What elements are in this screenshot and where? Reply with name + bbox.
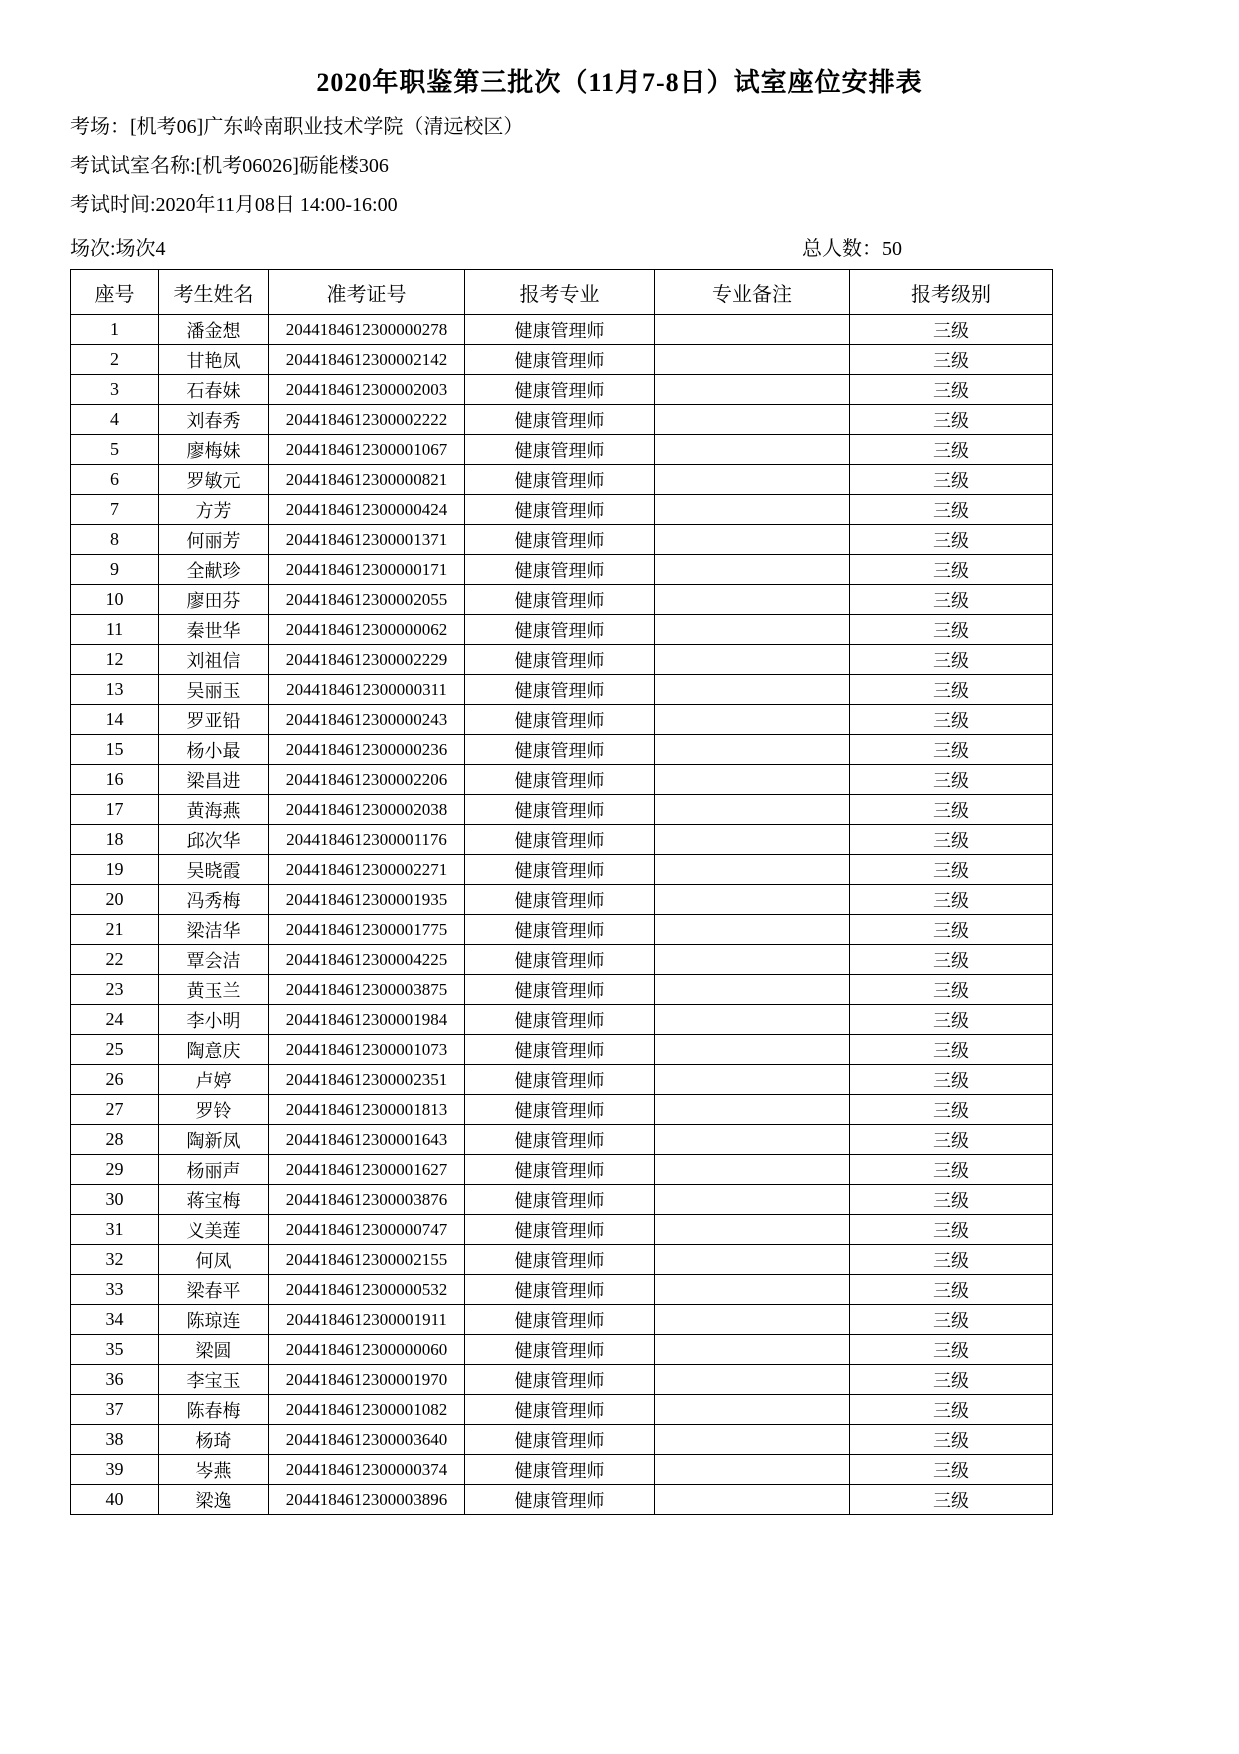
major-note-cell <box>655 525 850 555</box>
seat-number-cell: 34 <box>71 1305 159 1335</box>
applied-major-cell: 健康管理师 <box>465 855 655 885</box>
seat-number-cell: 13 <box>71 675 159 705</box>
applied-major-cell: 健康管理师 <box>465 1455 655 1485</box>
applied-level-cell: 三级 <box>850 1005 1053 1035</box>
candidate-name-cell: 方芳 <box>159 495 269 525</box>
candidate-name-cell: 杨丽声 <box>159 1155 269 1185</box>
admission-ticket-number-cell: 2044184612300001984 <box>269 1005 465 1035</box>
seat-number-cell: 32 <box>71 1245 159 1275</box>
table-row <box>71 375 1053 405</box>
major-note-cell <box>655 1185 850 1215</box>
admission-ticket-number-cell: 2044184612300000060 <box>269 1335 465 1365</box>
admission-ticket-number-cell: 2044184612300002003 <box>269 375 465 405</box>
admission-ticket-number-cell: 2044184612300001935 <box>269 885 465 915</box>
candidate-name-cell: 全献珍 <box>159 555 269 585</box>
table-row <box>71 435 1053 465</box>
applied-major-cell: 健康管理师 <box>465 795 655 825</box>
admission-ticket-number-cell: 2044184612300000747 <box>269 1215 465 1245</box>
admission-ticket-number-cell: 2044184612300003896 <box>269 1485 465 1515</box>
major-note-cell <box>655 435 850 465</box>
col-header-applied-level: 报考级别 <box>850 270 1053 315</box>
candidate-name-cell: 陶意庆 <box>159 1035 269 1065</box>
applied-level-cell: 三级 <box>850 915 1053 945</box>
seat-number-cell: 40 <box>71 1485 159 1515</box>
candidate-name-cell: 义美莲 <box>159 1215 269 1245</box>
admission-ticket-number-cell: 2044184612300003875 <box>269 975 465 1005</box>
applied-level-cell: 三级 <box>850 825 1053 855</box>
seat-number-cell: 27 <box>71 1095 159 1125</box>
major-note-cell <box>655 885 850 915</box>
admission-ticket-number-cell: 2044184612300000171 <box>269 555 465 585</box>
admission-ticket-number-cell: 2044184612300002038 <box>269 795 465 825</box>
table-row <box>71 975 1053 1005</box>
applied-level-cell: 三级 <box>850 1035 1053 1065</box>
major-note-cell <box>655 705 850 735</box>
admission-ticket-number-cell: 2044184612300001371 <box>269 525 465 555</box>
seat-number-cell: 38 <box>71 1425 159 1455</box>
total-count-label: 总人数：50 <box>802 238 902 260</box>
col-header-applied-major: 报考专业 <box>465 270 655 315</box>
session-label: 场次:场次4 <box>70 238 166 260</box>
applied-level-cell: 三级 <box>850 1215 1053 1245</box>
table-row <box>71 495 1053 525</box>
candidate-name-cell: 陈琼连 <box>159 1305 269 1335</box>
major-note-cell <box>655 375 850 405</box>
seat-number-cell: 22 <box>71 945 159 975</box>
major-note-cell <box>655 555 850 585</box>
table-row <box>71 915 1053 945</box>
candidate-name-cell: 吴晓霞 <box>159 855 269 885</box>
admission-ticket-number-cell: 2044184612300001775 <box>269 915 465 945</box>
admission-ticket-number-cell: 2044184612300002229 <box>269 645 465 675</box>
candidate-name-cell: 罗铃 <box>159 1095 269 1125</box>
applied-major-cell: 健康管理师 <box>465 1485 655 1515</box>
table-row <box>71 1125 1053 1155</box>
admission-ticket-number-cell: 2044184612300001813 <box>269 1095 465 1125</box>
col-header-seat-number: 座号 <box>71 270 159 315</box>
major-note-cell <box>655 1275 850 1305</box>
applied-major-cell: 健康管理师 <box>465 1035 655 1065</box>
admission-ticket-number-cell: 2044184612300001911 <box>269 1305 465 1335</box>
seat-number-cell: 26 <box>71 1065 159 1095</box>
applied-major-cell: 健康管理师 <box>465 1185 655 1215</box>
applied-level-cell: 三级 <box>850 765 1053 795</box>
major-note-cell <box>655 1485 850 1515</box>
table-row <box>71 645 1053 675</box>
seat-number-cell: 15 <box>71 735 159 765</box>
seat-number-cell: 17 <box>71 795 159 825</box>
applied-major-cell: 健康管理师 <box>465 315 655 345</box>
candidate-name-cell: 岑燕 <box>159 1455 269 1485</box>
major-note-cell <box>655 465 850 495</box>
seat-number-cell: 16 <box>71 765 159 795</box>
col-header-admission-ticket-number: 准考证号 <box>269 270 465 315</box>
candidate-name-cell: 何丽芳 <box>159 525 269 555</box>
applied-level-cell: 三级 <box>850 795 1053 825</box>
applied-major-cell: 健康管理师 <box>465 345 655 375</box>
admission-ticket-number-cell: 2044184612300002271 <box>269 855 465 885</box>
table-row <box>71 345 1053 375</box>
applied-level-cell: 三级 <box>850 375 1053 405</box>
seat-number-cell: 3 <box>71 375 159 405</box>
applied-major-cell: 健康管理师 <box>465 1245 655 1275</box>
candidate-name-cell: 李小明 <box>159 1005 269 1035</box>
applied-major-cell: 健康管理师 <box>465 1215 655 1245</box>
admission-ticket-number-cell: 2044184612300002142 <box>269 345 465 375</box>
candidate-name-cell: 梁昌进 <box>159 765 269 795</box>
seat-number-cell: 12 <box>71 645 159 675</box>
candidate-name-cell: 黄玉兰 <box>159 975 269 1005</box>
table-row <box>71 615 1053 645</box>
applied-level-cell: 三级 <box>850 345 1053 375</box>
applied-major-cell: 健康管理师 <box>465 735 655 765</box>
applied-level-cell: 三级 <box>850 435 1053 465</box>
table-row <box>71 1365 1053 1395</box>
table-row <box>71 585 1053 615</box>
candidate-name-cell: 陶新凤 <box>159 1125 269 1155</box>
major-note-cell <box>655 1395 850 1425</box>
major-note-cell <box>655 795 850 825</box>
major-note-cell <box>655 1305 850 1335</box>
applied-major-cell: 健康管理师 <box>465 465 655 495</box>
table-body <box>71 315 1053 1515</box>
applied-major-cell: 健康管理师 <box>465 765 655 795</box>
admission-ticket-number-cell: 2044184612300002351 <box>269 1065 465 1095</box>
applied-level-cell: 三级 <box>850 1425 1053 1455</box>
table-row <box>71 1245 1053 1275</box>
seat-number-cell: 36 <box>71 1365 159 1395</box>
seat-number-cell: 11 <box>71 615 159 645</box>
seat-number-cell: 7 <box>71 495 159 525</box>
applied-level-cell: 三级 <box>850 1365 1053 1395</box>
applied-major-cell: 健康管理师 <box>465 1365 655 1395</box>
table-row <box>71 1095 1053 1125</box>
major-note-cell <box>655 855 850 885</box>
major-note-cell <box>655 1155 850 1185</box>
candidate-name-cell: 李宝玉 <box>159 1365 269 1395</box>
seat-number-cell: 4 <box>71 405 159 435</box>
major-note-cell <box>655 1215 850 1245</box>
applied-major-cell: 健康管理师 <box>465 1155 655 1185</box>
table-row <box>71 735 1053 765</box>
applied-major-cell: 健康管理师 <box>465 975 655 1005</box>
applied-major-cell: 健康管理师 <box>465 1425 655 1455</box>
applied-major-cell: 健康管理师 <box>465 1395 655 1425</box>
admission-ticket-number-cell: 2044184612300000243 <box>269 705 465 735</box>
table-row <box>71 885 1053 915</box>
admission-ticket-number-cell: 2044184612300000062 <box>269 615 465 645</box>
applied-level-cell: 三级 <box>850 735 1053 765</box>
candidate-name-cell: 秦世华 <box>159 615 269 645</box>
major-note-cell <box>655 1335 850 1365</box>
candidate-name-cell: 陈春梅 <box>159 1395 269 1425</box>
table-row <box>71 1305 1053 1335</box>
table-row <box>71 315 1053 345</box>
table-row <box>71 465 1053 495</box>
col-header-candidate-name: 考生姓名 <box>159 270 269 315</box>
candidate-name-cell: 廖田芬 <box>159 585 269 615</box>
candidate-name-cell: 廖梅妹 <box>159 435 269 465</box>
applied-major-cell: 健康管理师 <box>465 1065 655 1095</box>
seat-number-cell: 10 <box>71 585 159 615</box>
table-row <box>71 1275 1053 1305</box>
candidate-name-cell: 邱次华 <box>159 825 269 855</box>
seat-number-cell: 14 <box>71 705 159 735</box>
candidate-name-cell: 冯秀梅 <box>159 885 269 915</box>
admission-ticket-number-cell: 2044184612300003640 <box>269 1425 465 1455</box>
candidate-name-cell: 罗敏元 <box>159 465 269 495</box>
applied-level-cell: 三级 <box>850 855 1053 885</box>
candidate-name-cell: 何凤 <box>159 1245 269 1275</box>
major-note-cell <box>655 825 850 855</box>
admission-ticket-number-cell: 2044184612300002222 <box>269 405 465 435</box>
admission-ticket-number-cell: 2044184612300001176 <box>269 825 465 855</box>
seat-number-cell: 6 <box>71 465 159 495</box>
applied-level-cell: 三级 <box>850 1065 1053 1095</box>
applied-level-cell: 三级 <box>850 975 1053 1005</box>
admission-ticket-number-cell: 2044184612300000424 <box>269 495 465 525</box>
table-row <box>71 1185 1053 1215</box>
major-note-cell <box>655 1425 850 1455</box>
seat-number-cell: 33 <box>71 1275 159 1305</box>
admission-ticket-number-cell: 2044184612300002206 <box>269 765 465 795</box>
admission-ticket-number-cell: 2044184612300000532 <box>269 1275 465 1305</box>
applied-major-cell: 健康管理师 <box>465 1305 655 1335</box>
page-title: 2020年职鉴第三批次（11月7-8日）试室座位安排表 <box>316 68 923 97</box>
seat-number-cell: 29 <box>71 1155 159 1185</box>
candidate-name-cell: 覃会洁 <box>159 945 269 975</box>
candidate-name-cell: 吴丽玉 <box>159 675 269 705</box>
seat-number-cell: 28 <box>71 1125 159 1155</box>
candidate-name-cell: 梁春平 <box>159 1275 269 1305</box>
major-note-cell <box>655 765 850 795</box>
admission-ticket-number-cell: 2044184612300001643 <box>269 1125 465 1155</box>
exam-venue-line: 考场：[机考06]广东岭南职业技术学院（清远校区） <box>70 116 524 138</box>
applied-major-cell: 健康管理师 <box>465 945 655 975</box>
major-note-cell <box>655 585 850 615</box>
applied-major-cell: 健康管理师 <box>465 1005 655 1035</box>
applied-major-cell: 健康管理师 <box>465 1125 655 1155</box>
seat-number-cell: 31 <box>71 1215 159 1245</box>
applied-level-cell: 三级 <box>850 1245 1053 1275</box>
candidate-name-cell: 甘艳凤 <box>159 345 269 375</box>
major-note-cell <box>655 1005 850 1035</box>
admission-ticket-number-cell: 2044184612300001067 <box>269 435 465 465</box>
seat-number-cell: 24 <box>71 1005 159 1035</box>
candidate-name-cell: 梁逸 <box>159 1485 269 1515</box>
table-row <box>71 705 1053 735</box>
table-row <box>71 795 1053 825</box>
applied-major-cell: 健康管理师 <box>465 435 655 465</box>
seat-number-cell: 25 <box>71 1035 159 1065</box>
admission-ticket-number-cell: 2044184612300000311 <box>269 675 465 705</box>
admission-ticket-number-cell: 2044184612300001627 <box>269 1155 465 1185</box>
applied-level-cell: 三级 <box>850 315 1053 345</box>
applied-level-cell: 三级 <box>850 1395 1053 1425</box>
table-row <box>71 525 1053 555</box>
table-row <box>71 1035 1053 1065</box>
admission-ticket-number-cell: 2044184612300003876 <box>269 1185 465 1215</box>
admission-ticket-number-cell: 2044184612300001970 <box>269 1365 465 1395</box>
seat-number-cell: 5 <box>71 435 159 465</box>
seat-number-cell: 35 <box>71 1335 159 1365</box>
seat-number-cell: 8 <box>71 525 159 555</box>
admission-ticket-number-cell: 2044184612300000278 <box>269 315 465 345</box>
applied-level-cell: 三级 <box>850 615 1053 645</box>
candidate-name-cell: 卢婷 <box>159 1065 269 1095</box>
table-row <box>71 1155 1053 1185</box>
admission-ticket-number-cell: 2044184612300002155 <box>269 1245 465 1275</box>
applied-major-cell: 健康管理师 <box>465 495 655 525</box>
major-note-cell <box>655 1365 850 1395</box>
applied-level-cell: 三级 <box>850 1275 1053 1305</box>
admission-ticket-number-cell: 2044184612300004225 <box>269 945 465 975</box>
applied-major-cell: 健康管理师 <box>465 555 655 585</box>
seat-number-cell: 39 <box>71 1455 159 1485</box>
major-note-cell <box>655 1245 850 1275</box>
applied-major-cell: 健康管理师 <box>465 375 655 405</box>
col-header-major-note: 专业备注 <box>655 270 850 315</box>
exam-room-line: 考试试室名称:[机考06026]砺能楼306 <box>70 155 389 177</box>
admission-ticket-number-cell: 2044184612300001082 <box>269 1395 465 1425</box>
candidate-name-cell: 杨小最 <box>159 735 269 765</box>
seat-number-cell: 20 <box>71 885 159 915</box>
applied-level-cell: 三级 <box>850 525 1053 555</box>
applied-major-cell: 健康管理师 <box>465 1095 655 1125</box>
major-note-cell <box>655 915 850 945</box>
applied-level-cell: 三级 <box>850 1305 1053 1335</box>
applied-level-cell: 三级 <box>850 675 1053 705</box>
candidate-name-cell: 蒋宝梅 <box>159 1185 269 1215</box>
applied-level-cell: 三级 <box>850 1125 1053 1155</box>
candidate-name-cell: 梁圆 <box>159 1335 269 1365</box>
seat-number-cell: 2 <box>71 345 159 375</box>
major-note-cell <box>655 405 850 435</box>
session-total-row <box>70 232 902 261</box>
major-note-cell <box>655 645 850 675</box>
table-row <box>71 555 1053 585</box>
major-note-cell <box>655 615 850 645</box>
admission-ticket-number-cell: 2044184612300000374 <box>269 1455 465 1485</box>
major-note-cell <box>655 315 850 345</box>
major-note-cell <box>655 975 850 1005</box>
major-note-cell <box>655 1455 850 1485</box>
table-row <box>71 1425 1053 1455</box>
candidate-name-cell: 梁洁华 <box>159 915 269 945</box>
table-row <box>71 1455 1053 1485</box>
applied-level-cell: 三级 <box>850 585 1053 615</box>
admission-ticket-number-cell: 2044184612300001073 <box>269 1035 465 1065</box>
major-note-cell <box>655 945 850 975</box>
seat-number-cell: 21 <box>71 915 159 945</box>
table-header-row <box>71 270 1053 315</box>
applied-major-cell: 健康管理师 <box>465 825 655 855</box>
applied-major-cell: 健康管理师 <box>465 585 655 615</box>
major-note-cell <box>655 1125 850 1155</box>
table-row <box>71 1005 1053 1035</box>
seat-number-cell: 37 <box>71 1395 159 1425</box>
admission-ticket-number-cell: 2044184612300002055 <box>269 585 465 615</box>
major-note-cell <box>655 1065 850 1095</box>
applied-major-cell: 健康管理师 <box>465 1335 655 1365</box>
applied-level-cell: 三级 <box>850 1095 1053 1125</box>
major-note-cell <box>655 1095 850 1125</box>
applied-major-cell: 健康管理师 <box>465 1275 655 1305</box>
seating-table <box>70 269 1053 1515</box>
applied-level-cell: 三级 <box>850 1485 1053 1515</box>
applied-level-cell: 三级 <box>850 945 1053 975</box>
seat-number-cell: 23 <box>71 975 159 1005</box>
seat-number-cell: 9 <box>71 555 159 585</box>
applied-major-cell: 健康管理师 <box>465 915 655 945</box>
applied-major-cell: 健康管理师 <box>465 645 655 675</box>
applied-level-cell: 三级 <box>850 555 1053 585</box>
applied-level-cell: 三级 <box>850 465 1053 495</box>
applied-level-cell: 三级 <box>850 645 1053 675</box>
applied-level-cell: 三级 <box>850 1335 1053 1365</box>
seat-number-cell: 30 <box>71 1185 159 1215</box>
seat-number-cell: 19 <box>71 855 159 885</box>
table-row <box>71 675 1053 705</box>
applied-level-cell: 三级 <box>850 705 1053 735</box>
applied-major-cell: 健康管理师 <box>465 885 655 915</box>
applied-level-cell: 三级 <box>850 1455 1053 1485</box>
table-row <box>71 1215 1053 1245</box>
major-note-cell <box>655 495 850 525</box>
table-row <box>71 765 1053 795</box>
applied-level-cell: 三级 <box>850 885 1053 915</box>
seat-number-cell: 1 <box>71 315 159 345</box>
seat-number-cell: 18 <box>71 825 159 855</box>
table-row <box>71 1335 1053 1365</box>
candidate-name-cell: 刘春秀 <box>159 405 269 435</box>
admission-ticket-number-cell: 2044184612300000236 <box>269 735 465 765</box>
candidate-name-cell: 潘金想 <box>159 315 269 345</box>
table-row <box>71 855 1053 885</box>
applied-level-cell: 三级 <box>850 1155 1053 1185</box>
table-row <box>71 825 1053 855</box>
admission-ticket-number-cell: 2044184612300000821 <box>269 465 465 495</box>
candidate-name-cell: 罗亚铅 <box>159 705 269 735</box>
applied-major-cell: 健康管理师 <box>465 615 655 645</box>
applied-major-cell: 健康管理师 <box>465 525 655 555</box>
candidate-name-cell: 石春妹 <box>159 375 269 405</box>
table-row <box>71 1395 1053 1425</box>
exam-time-line: 考试时间:2020年11月08日 14:00-16:00 <box>70 194 398 216</box>
applied-level-cell: 三级 <box>850 405 1053 435</box>
table-row <box>71 405 1053 435</box>
table-row <box>71 1065 1053 1095</box>
applied-level-cell: 三级 <box>850 1185 1053 1215</box>
major-note-cell <box>655 675 850 705</box>
candidate-name-cell: 杨琦 <box>159 1425 269 1455</box>
candidate-name-cell: 黄海燕 <box>159 795 269 825</box>
table-row <box>71 945 1053 975</box>
major-note-cell <box>655 345 850 375</box>
applied-major-cell: 健康管理师 <box>465 675 655 705</box>
applied-major-cell: 健康管理师 <box>465 705 655 735</box>
applied-level-cell: 三级 <box>850 495 1053 525</box>
applied-major-cell: 健康管理师 <box>465 405 655 435</box>
major-note-cell <box>655 735 850 765</box>
major-note-cell <box>655 1035 850 1065</box>
table-row <box>71 1485 1053 1515</box>
candidate-name-cell: 刘祖信 <box>159 645 269 675</box>
